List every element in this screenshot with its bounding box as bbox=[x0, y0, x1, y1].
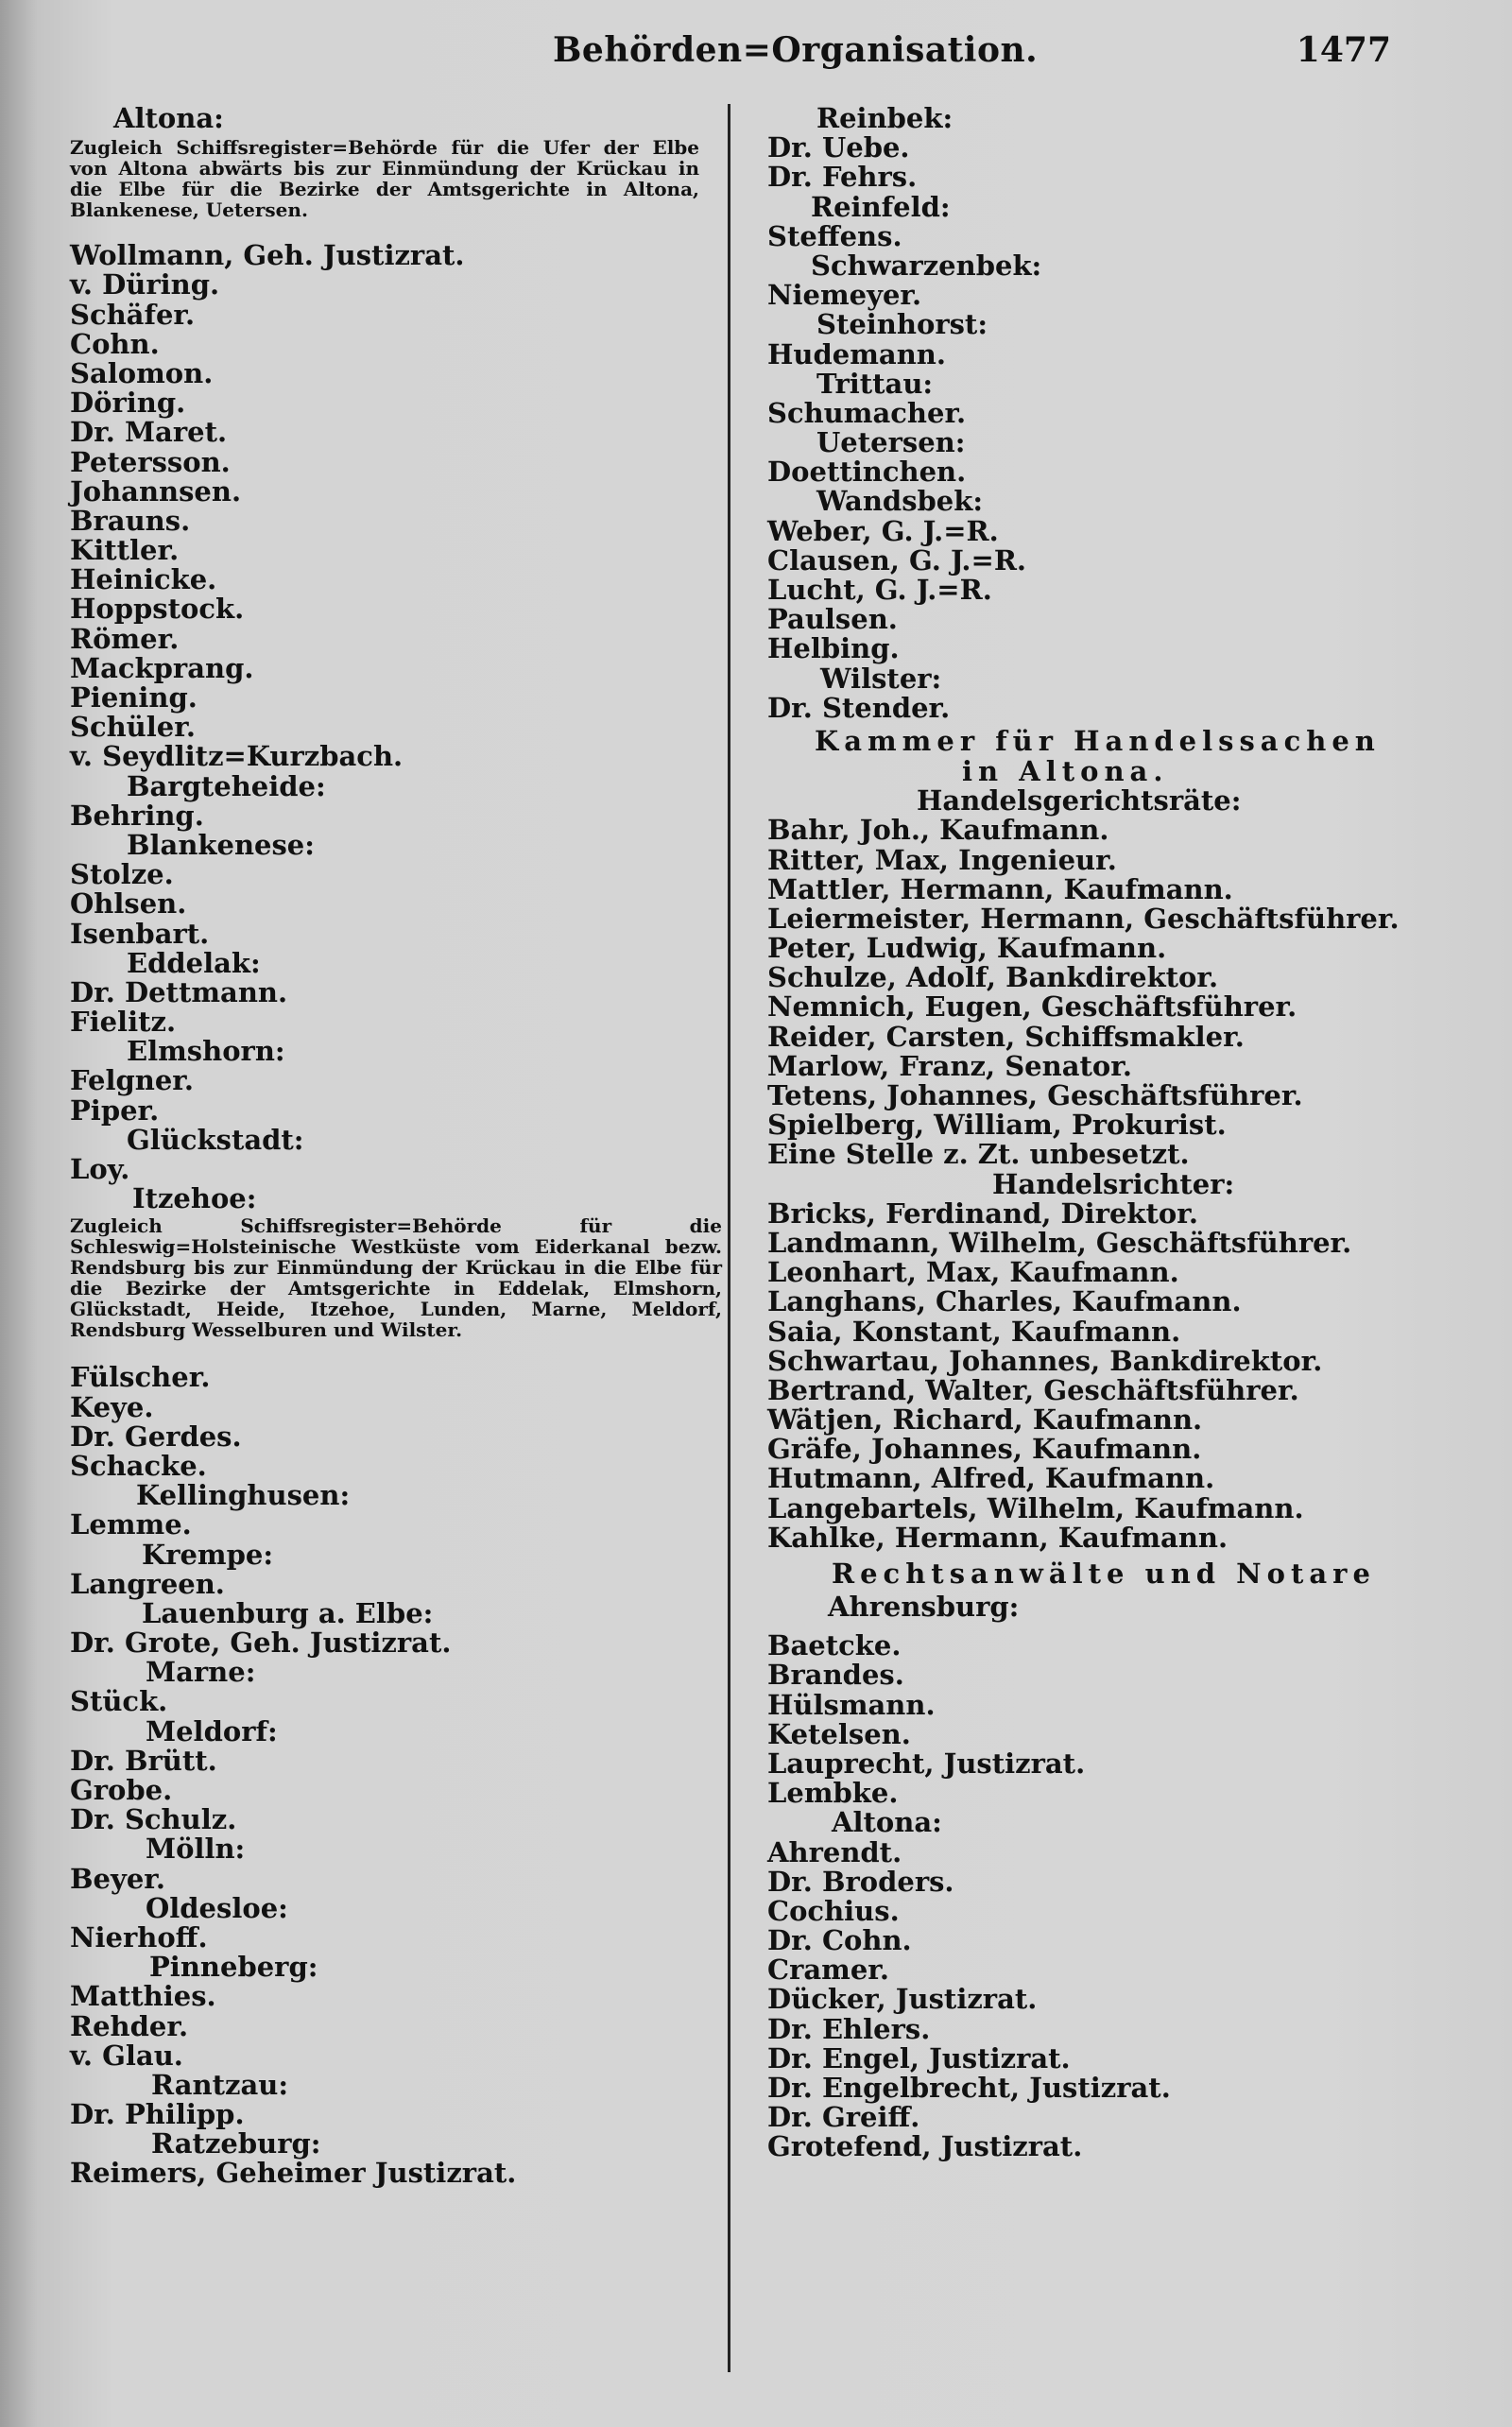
list-item: Nierhoff. bbox=[70, 1920, 208, 1954]
running-header bbox=[0, 30, 1512, 77]
pinneberg-list bbox=[70, 1982, 722, 2071]
list-item: Gräfe, Johannes, Kaufmann. bbox=[767, 1433, 1202, 1466]
section-heading-eddelak: Eddelak: bbox=[127, 946, 261, 979]
elmshorn-list bbox=[70, 1066, 722, 1125]
section-heading-steinhorst: Steinhorst: bbox=[816, 308, 988, 341]
list-item: Lembke. bbox=[767, 1777, 899, 1810]
list-item: Marlow, Franz, Senator. bbox=[767, 1049, 1132, 1082]
list-item: Cramer. bbox=[767, 1954, 889, 1987]
list-item: Weber, G. J.=R. bbox=[767, 514, 999, 547]
lauenburg-list bbox=[70, 1628, 722, 1658]
list-item: Piper. bbox=[70, 1093, 160, 1127]
section-heading-ahrensburg: Ahrensburg: bbox=[828, 1591, 1020, 1623]
list-item: Schüler. bbox=[70, 711, 196, 744]
list-item: Stück. bbox=[70, 1685, 168, 1718]
steinhorst-list bbox=[756, 337, 1474, 370]
altona-list bbox=[70, 241, 722, 771]
list-item: Cohn. bbox=[70, 327, 160, 360]
column-divider bbox=[728, 104, 730, 2372]
krempe-list bbox=[70, 1567, 722, 1600]
list-item: Wätjen, Richard, Kaufmann. bbox=[767, 1403, 1203, 1437]
glueckstadt-list bbox=[70, 1155, 722, 1184]
list-item: Behring. bbox=[70, 799, 204, 832]
eddelak-list bbox=[70, 975, 722, 1039]
section-heading-blankenese: Blankenese: bbox=[127, 828, 315, 861]
moelln-list bbox=[70, 1862, 722, 1895]
list-item: Hutmann, Alfred, Kaufmann. bbox=[767, 1462, 1215, 1495]
list-item: Felgner. bbox=[70, 1064, 194, 1097]
list-item: Langreen. bbox=[70, 1567, 225, 1600]
list-item: Dr. Schulz. bbox=[70, 1803, 237, 1836]
list-item: Dr. Brütt. bbox=[70, 1744, 217, 1777]
page-title: Behörden=Organisation. bbox=[553, 30, 1039, 70]
itzehoe-list bbox=[70, 1363, 722, 1481]
trittau-list bbox=[756, 396, 1474, 429]
list-item: Dr. Philipp. bbox=[70, 2098, 245, 2131]
ratzeburg-list bbox=[70, 2159, 722, 2188]
section-heading-wilster: Wilster: bbox=[820, 662, 942, 695]
list-item: Matthies. bbox=[70, 1980, 216, 2013]
list-item: Doettinchen. bbox=[767, 456, 967, 489]
list-item: Dr. Maret. bbox=[70, 416, 228, 449]
list-item: Ohlsen. bbox=[70, 887, 187, 921]
list-item: Cochius. bbox=[767, 1894, 900, 1927]
list-item: Dr. Engelbrecht, Justizrat. bbox=[767, 2072, 1171, 2104]
kammer-title-line-2: in Altona. bbox=[962, 754, 1169, 787]
oldesloe-list bbox=[70, 1920, 722, 1954]
list-item: Dr. Grote, Geh. Justizrat. bbox=[70, 1627, 452, 1660]
list-item: Dr. Fehrs. bbox=[767, 161, 918, 194]
list-item: Schäfer. bbox=[70, 298, 196, 331]
list-item: Ahrendt. bbox=[767, 1835, 902, 1868]
reinbek-list bbox=[756, 133, 1474, 192]
list-item: Clausen, G. J.=R. bbox=[767, 543, 1027, 577]
section-heading-wandsbek: Wandsbek: bbox=[816, 485, 984, 518]
list-item: Mackprang. bbox=[70, 651, 254, 684]
list-item: Tetens, Johannes, Geschäftsführer. bbox=[767, 1079, 1303, 1111]
list-item: Petersson. bbox=[70, 445, 231, 478]
section-heading-trittau: Trittau: bbox=[816, 367, 934, 400]
rantzau-list bbox=[70, 2100, 722, 2129]
list-item: Fülscher. bbox=[70, 1361, 211, 1394]
wilster-list bbox=[756, 691, 1474, 724]
list-item: Dr. Cohn. bbox=[767, 1924, 912, 1957]
uetersen-list bbox=[756, 457, 1474, 487]
kammer-title-line-1: Kammer für Handelssachen bbox=[815, 724, 1381, 757]
section-heading-reinbek: Reinbek: bbox=[816, 102, 954, 134]
list-item: Dücker, Justizrat. bbox=[767, 1983, 1038, 2016]
wandsbek-list bbox=[756, 514, 1474, 665]
list-item: Lauprecht, Justizrat. bbox=[767, 1747, 1086, 1780]
section-heading-handelsgerichtsraete: Handelsgerichtsräte: bbox=[917, 784, 1242, 818]
section-heading-kellinghusen: Kellinghusen: bbox=[136, 1479, 351, 1512]
section-heading-meldorf: Meldorf: bbox=[146, 1714, 278, 1747]
list-item: Steffens. bbox=[767, 219, 902, 252]
list-item: Wollmann, Geh. Justizrat. bbox=[70, 239, 465, 272]
list-item: Reider, Carsten, Schiffsmakler. bbox=[767, 1020, 1245, 1053]
list-item: Fielitz. bbox=[70, 1006, 177, 1039]
section-heading-glueckstadt: Glückstadt: bbox=[127, 1123, 304, 1156]
list-item: Leonhart, Max, Kaufmann. bbox=[767, 1256, 1179, 1289]
section-heading-uetersen: Uetersen: bbox=[816, 426, 966, 459]
handelsgerichtsraete-list bbox=[756, 816, 1474, 1169]
list-item: Nemnich, Eugen, Geschäftsführer. bbox=[767, 990, 1297, 1024]
list-item: Rehder. bbox=[70, 2009, 189, 2042]
list-item: Piening. bbox=[70, 681, 198, 714]
list-item: Dr. Ehlers. bbox=[767, 2012, 931, 2045]
list-item: Dr. Uebe. bbox=[767, 131, 910, 164]
list-item: Hülsmann. bbox=[767, 1688, 936, 1721]
list-item: Dr. Broders. bbox=[767, 1865, 954, 1898]
list-item: Ketelsen. bbox=[767, 1717, 911, 1750]
list-item: Schulze, Adolf, Bankdirektor. bbox=[767, 961, 1219, 994]
list-item: Johannsen. bbox=[70, 474, 242, 508]
list-item: Brauns. bbox=[70, 504, 191, 537]
list-item: Baetcke. bbox=[767, 1629, 902, 1662]
list-item: Hudemann. bbox=[767, 337, 946, 370]
ra-altona-list bbox=[756, 1835, 1474, 2163]
list-item: Hoppstock. bbox=[70, 593, 245, 626]
list-item: Niemeyer. bbox=[767, 279, 922, 312]
list-item: v. Düring. bbox=[70, 268, 220, 301]
list-item: Schwartau, Johannes, Bankdirektor. bbox=[767, 1344, 1323, 1377]
right-column bbox=[756, 104, 1474, 2162]
list-item: Spielberg, William, Prokurist. bbox=[767, 1109, 1227, 1142]
list-item: Peter, Ludwig, Kaufmann. bbox=[767, 932, 1167, 965]
left-column bbox=[70, 104, 722, 2189]
list-item: Isenbart. bbox=[70, 917, 210, 950]
list-item: Bahr, Joh., Kaufmann. bbox=[767, 814, 1109, 847]
list-item: Grotefend, Justizrat. bbox=[767, 2130, 1083, 2163]
reinfeld-list bbox=[756, 219, 1474, 252]
section-heading-marne: Marne: bbox=[146, 1656, 256, 1689]
list-item: Bricks, Ferdinand, Direktor. bbox=[767, 1196, 1198, 1230]
bargteheide-list bbox=[70, 801, 722, 831]
list-item: Eine Stelle z. Zt. unbesetzt. bbox=[767, 1138, 1190, 1171]
altona-note: Zugleich Schiffsregister=Behörde für die Ufer der Elbe von Altona abwärts bis zur Einmündung der Krückau in die Elbe für die Bezirke der Amtsgerichte in Altona, Blankenese, Uetersen. bbox=[70, 136, 699, 222]
list-item: Loy. bbox=[70, 1153, 130, 1185]
list-item: Mattler, Hermann, Kaufmann. bbox=[767, 872, 1233, 905]
list-item: Stolze. bbox=[70, 858, 174, 891]
rechtsanwaelte-title: Rechtsanwälte und Notare bbox=[832, 1558, 1376, 1590]
section-heading-altona: Altona: bbox=[113, 102, 224, 134]
list-item: Grobe. bbox=[70, 1774, 173, 1806]
section-heading-ra-altona: Altona: bbox=[832, 1806, 942, 1839]
meldorf-list bbox=[70, 1744, 722, 1836]
list-item: Döring. bbox=[70, 387, 186, 420]
section-heading-moelln: Mölln: bbox=[146, 1833, 246, 1866]
list-item: Schacke. bbox=[70, 1449, 207, 1482]
list-item: Heinicke. bbox=[70, 563, 217, 596]
list-item: Paulsen. bbox=[767, 603, 898, 636]
section-heading-lauenburg: Lauenburg a. Elbe: bbox=[142, 1596, 434, 1629]
list-item: Ritter, Max, Ingenieur. bbox=[767, 843, 1117, 876]
section-heading-schwarzenbek: Schwarzenbek: bbox=[811, 249, 1042, 282]
section-heading-ratzeburg: Ratzeburg: bbox=[151, 2127, 321, 2160]
list-item: Lucht, G. J.=R. bbox=[767, 574, 992, 606]
list-item: Leiermeister, Hermann, Geschäftsführer. bbox=[767, 902, 1400, 935]
list-item: Beyer. bbox=[70, 1862, 165, 1895]
list-item: Dr. Engel, Justizrat. bbox=[767, 2041, 1071, 2074]
section-heading-itzehoe: Itzehoe: bbox=[132, 1182, 257, 1215]
list-item: Langebartels, Wilhelm, Kaufmann. bbox=[767, 1491, 1304, 1524]
section-heading-bargteheide: Bargteheide: bbox=[127, 769, 326, 802]
section-heading-oldesloe: Oldesloe: bbox=[146, 1891, 288, 1924]
list-item: v. Seydlitz=Kurzbach. bbox=[70, 740, 404, 773]
list-item: Saia, Konstant, Kaufmann. bbox=[767, 1315, 1181, 1348]
list-item: Kahlke, Hermann, Kaufmann. bbox=[767, 1521, 1228, 1554]
list-item: Dr. Dettmann. bbox=[70, 975, 288, 1008]
section-heading-handelsrichter: Handelsrichter: bbox=[992, 1167, 1235, 1200]
schwarzenbek-list bbox=[756, 281, 1474, 310]
list-item: Salomon. bbox=[70, 356, 214, 389]
list-item: Schumacher. bbox=[767, 396, 967, 429]
list-item: Brandes. bbox=[767, 1659, 904, 1692]
section-heading-krempe: Krempe: bbox=[142, 1538, 274, 1571]
list-item: Langhans, Charles, Kaufmann. bbox=[767, 1285, 1242, 1318]
list-item: Römer. bbox=[70, 622, 180, 655]
marne-list bbox=[70, 1687, 722, 1716]
kellinghusen-list bbox=[70, 1510, 722, 1540]
list-item: Dr. Gerdes. bbox=[70, 1420, 242, 1453]
handelsrichter-list bbox=[756, 1196, 1474, 1554]
itzehoe-note: Zugleich Schiffsregister=Behörde für die Schleswig=Holsteinische Westküste vom Eiderkanal bezw. Rendsburg bis zur Einmündung der Krückau in die Elbe für die Bezirke der Amtsgerichte in Eddelak, Elmshorn, Glückstadt, Heide, Itzehoe, Lunden, Marne, Meldorf, Rendsburg Wesselburen und Wilster. bbox=[70, 1214, 722, 1342]
section-heading-rantzau: Rantzau: bbox=[151, 2068, 289, 2101]
section-heading-elmshorn: Elmshorn: bbox=[127, 1035, 285, 1068]
section-heading-reinfeld: Reinfeld: bbox=[811, 190, 951, 223]
list-item: Keye. bbox=[70, 1390, 154, 1423]
list-item: v. Glau. bbox=[70, 2039, 183, 2072]
list-item: Reimers, Geheimer Justizrat. bbox=[70, 2157, 517, 2190]
page-number: 1477 bbox=[1296, 30, 1391, 70]
list-item: Helbing. bbox=[767, 632, 900, 665]
list-item: Landmann, Wilhelm, Geschäftsführer. bbox=[767, 1226, 1352, 1259]
list-item: Bertrand, Walter, Geschäftsführer. bbox=[767, 1373, 1299, 1406]
list-item: Dr. Stender. bbox=[767, 691, 951, 724]
blankenese-list bbox=[70, 860, 722, 949]
section-heading-pinneberg: Pinneberg: bbox=[149, 1951, 318, 1984]
list-item: Kittler. bbox=[70, 534, 180, 567]
list-item: Dr. Greiff. bbox=[767, 2101, 920, 2134]
list-item: Lemme. bbox=[70, 1508, 192, 1541]
ahrensburg-list bbox=[756, 1631, 1474, 1808]
